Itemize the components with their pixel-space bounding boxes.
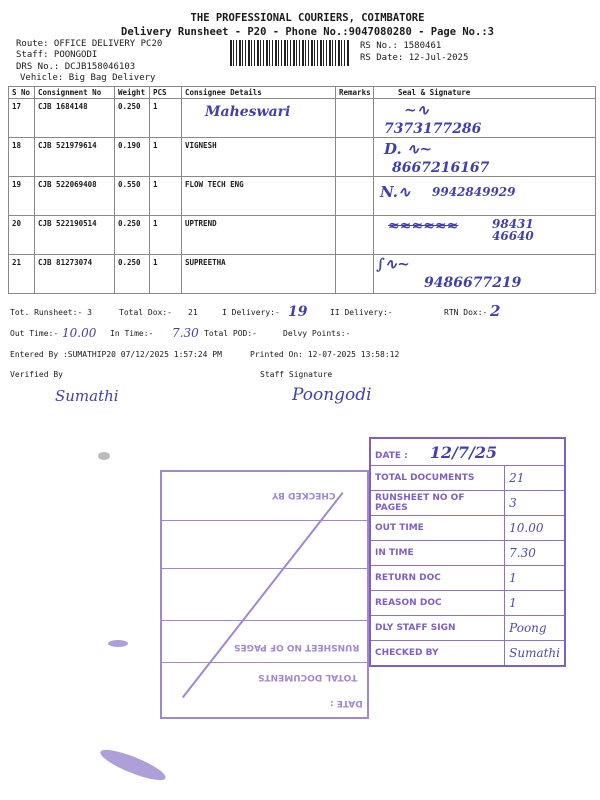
in-time-label: In Time:-: [110, 329, 154, 338]
col-header-consignment: Consignment No: [35, 87, 115, 99]
drs-number: DRS No.: DCJB158046103: [16, 62, 136, 72]
ii-delivery-label: II Delivery:-: [330, 308, 393, 317]
cell-consignment: CJB 521979614: [35, 138, 115, 177]
col-header-consignee: Consignee Details: [182, 87, 336, 99]
cell-weight: 0.550: [115, 177, 150, 216]
signature-phone: 8667216167: [392, 160, 490, 176]
mirror-text-date: DATE :: [330, 698, 363, 708]
route-field: Route: OFFICE DELIVERY PC20: [16, 39, 163, 49]
stamp-row: [370, 541, 565, 566]
cell-consignee: SUPREETHA: [182, 255, 336, 294]
cell-weight: 0.190: [115, 138, 150, 177]
signature-phone: 9942849929: [432, 185, 516, 199]
col-header-signature: Seal & Signature: [374, 87, 596, 99]
ink-smudge: [98, 744, 169, 785]
cell-consignee: UPTREND: [182, 216, 336, 255]
cell-sno: 18: [9, 138, 35, 177]
stamp-label: TOTAL DOCUMENTS: [370, 466, 505, 491]
rs-number: RS No.: 1580461: [360, 41, 442, 51]
table-row: [9, 99, 596, 138]
cell-pcs: 1: [150, 177, 182, 216]
total-pod-label: Total POD:-: [204, 329, 257, 338]
i-delivery-label: I Delivery:-: [222, 308, 280, 317]
cell-consignment: CJB 522069408: [35, 177, 115, 216]
table-header-row: [9, 87, 596, 99]
stamp-value: 12/7/25: [429, 442, 498, 462]
consignee-handwriting: Maheswari: [205, 104, 291, 120]
cell-weight: 0.250: [115, 99, 150, 138]
cell-sno: 21: [9, 255, 35, 294]
cell-sno: 19: [9, 177, 35, 216]
stamp-value: Poong: [505, 616, 565, 641]
vehicle-field: Vehicle: Big Bag Delivery: [20, 73, 156, 83]
col-header-remarks: Remarks: [336, 87, 374, 99]
stamp-value: 10.00: [505, 516, 565, 541]
cell-consignment: CJB 81273074: [35, 255, 115, 294]
stamp-row: [370, 591, 565, 616]
stamp-value: 1: [505, 566, 565, 591]
cell-remarks: [336, 255, 374, 294]
cell-signature: [374, 177, 596, 216]
col-header-sno: S No: [9, 87, 35, 99]
verified-signature: Sumathi: [55, 387, 119, 405]
signature-scribble: D. ∿~: [384, 140, 433, 158]
cell-signature: [374, 255, 596, 294]
signature-scribble: N.∿: [380, 183, 411, 201]
staff-signature-label: Staff Signature: [260, 370, 333, 379]
total-dox-value: 21: [188, 308, 198, 317]
ink-smudge: [108, 640, 128, 647]
cell-remarks: [336, 99, 374, 138]
stamp-row: [370, 438, 565, 466]
cell-consignment: CJB 522190514: [35, 216, 115, 255]
out-time-label: Out Time:-: [10, 329, 59, 338]
signature-scribble: ≈≈≈≈≈≈: [388, 218, 459, 234]
cell-pcs: 1: [150, 138, 182, 177]
cell-remarks: [336, 216, 374, 255]
col-header-weight: Weight: [115, 87, 150, 99]
signature-phone: 9486677219: [424, 275, 522, 291]
stamp-value: 3: [505, 491, 565, 516]
cell-signature: [374, 138, 596, 177]
barcode-image: [230, 40, 350, 66]
mirror-text-total: TOTAL DOCUMENTS: [258, 672, 358, 682]
out-time-handwritten: 10.00: [62, 326, 97, 340]
cell-signature: [374, 99, 596, 138]
cell-sno: 20: [9, 216, 35, 255]
stamp-row: [370, 466, 565, 491]
staff-field: Staff: POONGODI: [16, 50, 98, 60]
table-row: [9, 255, 596, 294]
stamp-label: IN TIME: [370, 541, 505, 566]
stamp-value: 21: [505, 466, 565, 491]
rs-date: RS Date: 12-Jul-2025: [360, 53, 469, 63]
stamp-row: [370, 566, 565, 591]
stamp-value: 7.30: [505, 541, 565, 566]
verified-by-label: Verified By: [10, 370, 63, 379]
stamp-label: REASON DOC: [370, 591, 505, 616]
i-delivery-handwritten: 19: [288, 304, 308, 320]
rtn-dox-label: RTN Dox:-: [444, 308, 488, 317]
stamp-row: [370, 491, 565, 516]
entered-by: Entered By :SUMATHIP20 07/12/2025 1:57:24 PM: [10, 350, 222, 359]
cell-pcs: 1: [150, 216, 182, 255]
delivery-stamp: [369, 437, 566, 667]
cell-consignee: FLOW TECH ENG: [182, 177, 336, 216]
company-name: THE PROFESSIONAL COURIERS, COIMBATORE: [190, 12, 425, 24]
table-row: [9, 138, 596, 177]
stamp-label: OUT TIME: [370, 516, 505, 541]
signature-phone: 7373177286: [384, 121, 482, 137]
staff-signature-mark: Poongodi: [292, 385, 372, 405]
delvy-points-label: Delvy Points:-: [283, 329, 351, 338]
cell-remarks: [336, 177, 374, 216]
total-dox-label: Total Dox:-: [119, 308, 172, 317]
cell-consignee: [182, 99, 336, 138]
runsheet-title: Delivery Runsheet - P20 - Phone No.:9047080280 - Page No.:3: [121, 26, 494, 38]
stamp-label: RUNSHEET NO OF PAGES: [370, 491, 505, 516]
stamp-label: RETURN DOC: [370, 566, 505, 591]
tot-runsheet: Tot. Runsheet:- 3: [10, 308, 92, 317]
cell-remarks: [336, 138, 374, 177]
cell-weight: 0.250: [115, 216, 150, 255]
stamp-value: 1: [505, 591, 565, 616]
rtn-dox-handwritten: 2: [490, 302, 501, 320]
stamp-label: CHECKED BY: [370, 641, 505, 667]
cell-pcs: 1: [150, 99, 182, 138]
cell-weight: 0.250: [115, 255, 150, 294]
ink-smudge: [98, 452, 110, 460]
col-header-pcs: PCS: [150, 87, 182, 99]
stamp-row: [370, 616, 565, 641]
cell-signature: [374, 216, 596, 255]
mirror-text-checked: CHECKED BY: [272, 490, 336, 500]
stamp-row: [370, 516, 565, 541]
table-row: [9, 216, 596, 255]
in-time-handwritten: 7.30: [172, 326, 199, 340]
mirror-text-pages: RUNSHEET NO OF PAGES: [234, 642, 360, 652]
table-row: [9, 177, 596, 216]
stamp-slash: [182, 492, 344, 698]
stamp-label: DATE :: [375, 450, 408, 461]
cell-sno: 17: [9, 99, 35, 138]
signature-scribble: ~∿: [404, 101, 430, 119]
signature-scribble: ∫∿~: [376, 255, 410, 273]
stamp-label: DLY STAFF SIGN: [370, 616, 505, 641]
runsheet-table: [8, 86, 596, 294]
cell-consignee: VIGNESH: [182, 138, 336, 177]
printed-on: Printed On: 12-07-2025 13:58:12: [250, 350, 400, 359]
stamp-row: [370, 641, 565, 667]
signature-phone: 98431 46640: [492, 217, 534, 243]
mirrored-stamp: [160, 470, 369, 719]
cell-pcs: 1: [150, 255, 182, 294]
cell-consignment: CJB 1684148: [35, 99, 115, 138]
stamp-value: Sumathi: [505, 641, 565, 667]
